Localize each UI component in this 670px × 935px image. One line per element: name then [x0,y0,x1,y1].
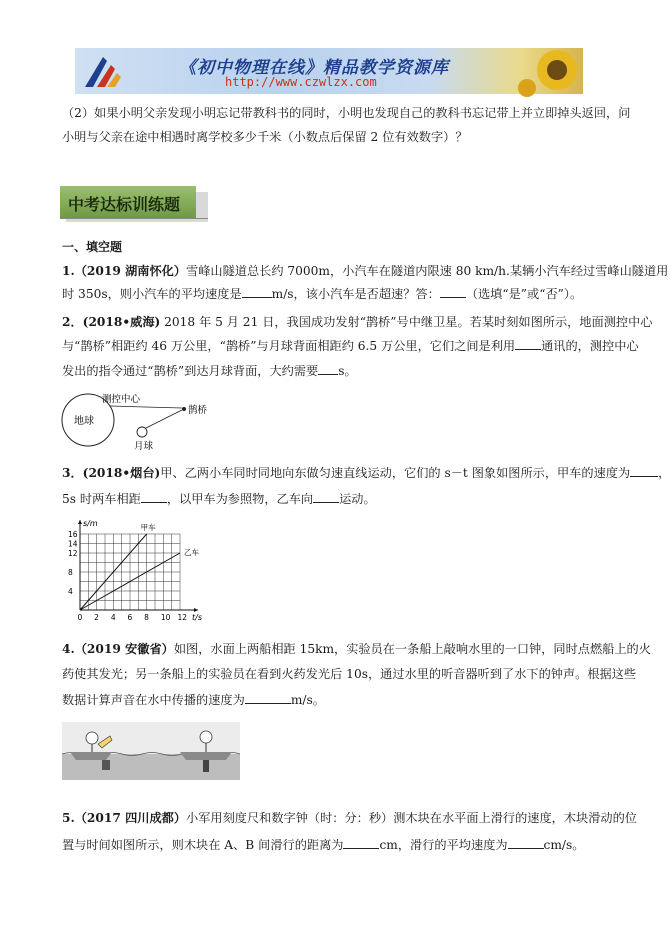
series-label-2: 乙车 [184,548,199,557]
q5-number: 5. [62,811,75,825]
q5-text-2b: cm，滑行的平均速度为 [379,838,508,852]
moon-label: 月球 [134,441,154,452]
q4-line-3 [62,691,325,709]
intro-line-2: 小明与父亲在途中相遇时离学校多少千米（小数点后保留 2 位有效数字）？ [62,130,468,144]
q2-text-3a: 发出的指令通过“鹊桥”到达月球背面，大约需要 [62,364,319,378]
x-tick-label: 0 [77,613,83,622]
q2-text-2a: 与“鹊桥”相距约 46 万公里，“鹊桥”与月球背面相距约 6.5 万公里，它们之间是利用 [62,339,516,353]
q4-figure [62,722,240,780]
intro-line-1: （2）如果小明父亲发现小明忘记带教科书的同时，小明也发现自己的教科书忘记带上并立即掉头返回，问 [62,106,631,120]
bridge-label: 鹊桥 [188,405,208,416]
section-heading [60,186,208,222]
earth-label: 地球 [74,416,94,427]
q3-text-2c: 运动。 [339,492,376,506]
y-axis-arrow [78,520,82,524]
series-label-1: 甲车 [140,523,156,532]
q5-text-2a: 置与时间如图所示，则木块在 A、B 间滑行的距离为 [62,838,344,852]
hydrophone-icon [203,760,209,772]
chart-series [80,522,199,610]
bell-icon [102,760,110,770]
q3-text-2b: ，以甲车为参照物，乙车向 [166,492,314,506]
x-tick-label: 4 [110,613,116,622]
q2-blank-wave[interactable] [515,337,541,350]
q3-line-1 [62,464,670,482]
q1-text-2c: （选填“是”或“否”）。 [465,287,583,301]
part-heading: 一、填空题 [62,240,123,254]
q3-text-2a: 5s 时两车相距 [62,492,141,506]
moon-circle [137,427,147,437]
q2-source: (2018•威海) [82,315,161,329]
x-axis-arrow [194,608,198,612]
q4-text-3a: 数据计算声音在水中传播的速度为 [62,693,245,707]
person-left-head [86,732,98,744]
signal-line-2 [146,410,182,428]
q5-line-1 [62,809,637,827]
q3-source: (2018•烟台) [82,466,161,480]
q1-text-2a: 时 350s，则小汽车的平均速度是 [62,287,242,301]
x-tick-label: 6 [127,613,133,622]
q3-blank-speed[interactable] [630,464,658,477]
q3-blank-direction[interactable] [313,490,339,503]
q4-text-3b: m/s。 [290,693,325,707]
q3-text-1a: 甲、乙两小车同时同地向东做匀速直线运动，它们的 s－t 图象如图所示，甲车的速度为 [160,466,631,480]
q4-source: （2019 安徽省） [74,642,174,656]
q2-text-1: 2018 年 5 月 21 日，我国成功发射“鹊桥”号中继卫星。若某时刻如图所示，地面测控中心 [160,315,653,329]
x-tick-label: 8 [144,613,149,622]
chart-ticks [68,530,187,622]
y-tick-label: 16 [68,530,78,539]
header-banner [75,48,583,94]
q2-line-3 [62,362,357,380]
q5-blank-distance[interactable] [343,836,379,849]
y-axis-label: s/m [83,519,98,528]
sunflower-icon [513,48,583,94]
q1-blank-overspeed[interactable] [440,285,466,298]
q4-text-1: 如图，水面上两船相距 15km，实验员在一条船上敲响水里的一口钟，同时点燃船上的火 [173,642,651,656]
x-axis-label: t/s [192,613,202,622]
q2-figure [60,390,220,452]
q5-blank-speed[interactable] [508,836,544,849]
q4-line-2: 药使其发光；另一条船上的实验员在看到火药发光后 10s，通过水里的听音器听到了水下的钟声。根据这些 [62,667,637,681]
chart-grid [80,534,180,610]
x-tick-label: 2 [94,613,99,622]
section-underline [60,218,208,219]
q5-line-2 [62,836,584,854]
q4-line-1 [62,640,651,658]
logo-icon [81,51,125,91]
q3-blank-distance[interactable] [141,490,167,503]
q5-text-1: 小军用刻度尺和数字钟（时：分：秒）测木块在水平面上滑行的速度，木块滑动的位 [186,811,637,825]
q1-source: （2019 湖南怀化） [74,264,187,278]
boat-left [70,752,112,760]
x-tick-label: 10 [160,613,171,622]
q1-number: 1. [62,264,75,278]
q2-line-1 [62,313,652,331]
q1-line-1 [62,262,668,280]
q5-text-2c: cm/s。 [543,838,585,852]
y-tick-label: 14 [68,539,78,549]
q2-text-3b: s。 [338,364,357,378]
bridge-dot [182,407,186,411]
q2-number: 2． [62,315,83,329]
q5-source: （2017 四川成都） [74,811,187,825]
x-tick-label: 12 [177,613,188,622]
q1-line-2 [62,285,582,303]
st-chart [58,518,218,630]
person-right-head [200,731,212,743]
q1-text-1: 雪峰山隧道总长约 7000m，小汽车在隧道内限速 80 km/h.某辆小汽车经过雪峰山隧道用 [186,264,669,278]
y-tick-label: 8 [68,568,73,577]
y-tick-label: 4 [68,587,73,596]
q3-number: 3． [62,466,83,480]
q3-line-2 [62,490,376,508]
boat-right [180,752,232,760]
q1-text-2b: m/s，该小汽车是否超速？答： [271,287,440,301]
y-tick-label: 12 [68,549,78,558]
control-center-label: 测控中心 [102,394,141,405]
q4-number: 4. [62,642,75,656]
q2-line-2 [62,337,639,355]
section-title: 中考达标训练题 [68,195,181,214]
q3-text-1b: ， [658,466,670,480]
q2-text-2b: 通讯的，测控中心 [541,339,639,353]
q1-blank-speed[interactable] [242,285,272,298]
q2-blank-time[interactable] [318,362,338,375]
q4-blank-speed[interactable] [245,691,291,704]
signal-line-1 [110,406,182,408]
banner-title: 《初中物理在线》精品教学资源库 [179,58,449,78]
banner-url: http://www.czwlzx.com [225,75,377,89]
